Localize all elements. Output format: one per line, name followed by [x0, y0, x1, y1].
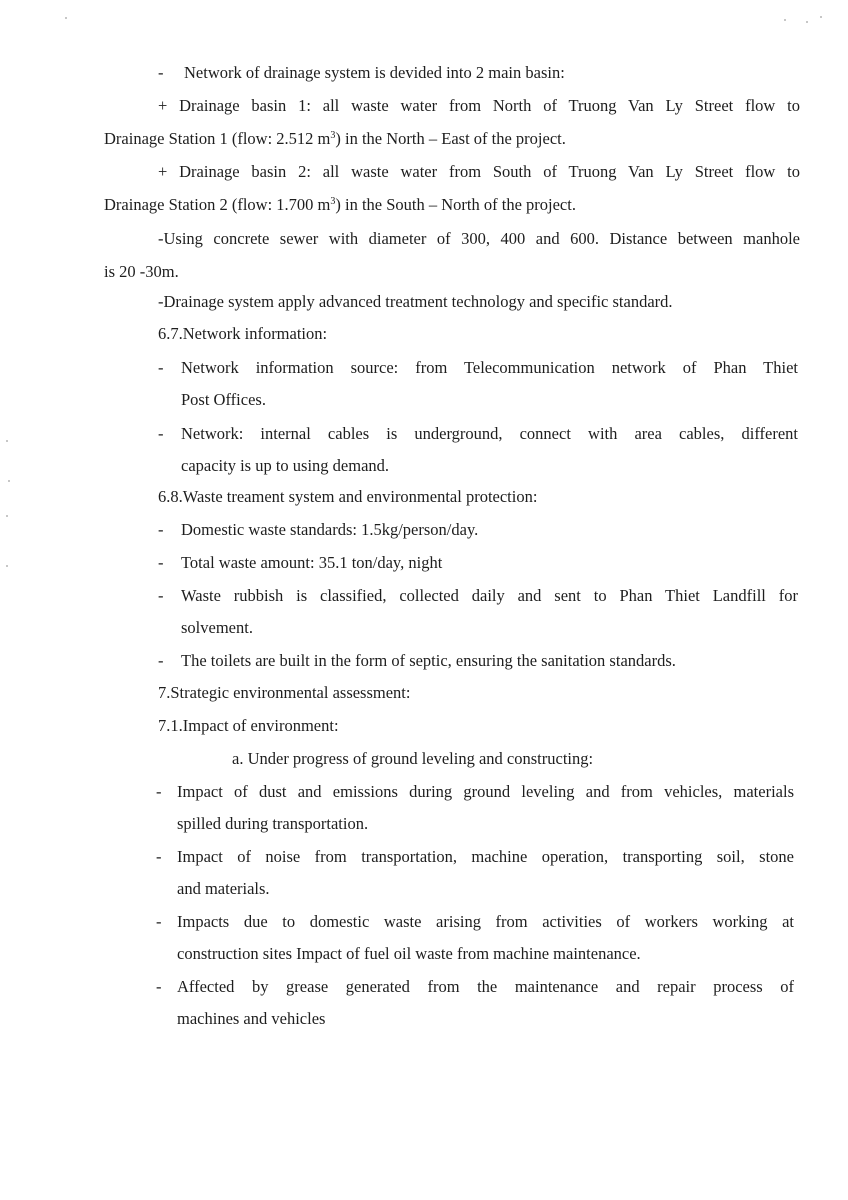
waste-item-2: Total waste amount: 35.1 ton/day, night [181, 553, 443, 572]
impact-item-3-line-2: construction sites Impact of fuel oil waste from machine maintenance. [177, 944, 641, 963]
list-bullet: - [158, 586, 164, 605]
list-bullet: - [156, 782, 162, 801]
network-item-2-line-2: capacity is up to using demand. [181, 456, 390, 475]
waste-item-3-line-2: solvement. [181, 618, 253, 637]
list-bullet: - [158, 553, 164, 572]
scan-speck [806, 21, 808, 23]
impact-item-2-line-2: and materials. [177, 879, 270, 898]
network-item-1-line-2: Post Offices. [181, 390, 266, 409]
sewer-line-2: is 20 -30m. [104, 262, 179, 281]
scan-speck [6, 515, 8, 517]
scan-speck [6, 565, 8, 567]
basin-2-line-2: Drainage Station 2 (flow: 1.700 $m^3$) in the South – North of the project. [104, 195, 576, 214]
impact-item-4-line-2: machines and vehicles [177, 1009, 326, 1028]
section-heading-assessment: 7.Strategic environmental assessment: [158, 683, 411, 702]
list-bullet: - [158, 424, 164, 443]
impact-item-3-line-1: Impacts due to domestic waste arising from activities of workers working at [177, 912, 794, 931]
list-bullet: - [158, 63, 164, 82]
section-heading-waste: 6.8.Waste treament system and environmental protection: [158, 487, 538, 506]
waste-item-4: The toilets are built in the form of septic, ensuring the sanitation standards. [181, 651, 676, 670]
scan-speck [784, 19, 786, 21]
list-bullet: - [156, 912, 162, 931]
subsection-heading-impact: 7.1.Impact of environment: [158, 716, 339, 735]
drainage-standard: -Drainage system apply advanced treatment technology and specific standard. [158, 292, 673, 311]
impact-item-2-line-1: Impact of noise from transportation, machine operation, transporting soil, stone [177, 847, 794, 866]
network-item-1-line-1: Network information source: from Telecommunication network of Phan Thiet [181, 358, 798, 377]
waste-item-3-line-1: Waste rubbish is classified, collected daily and sent to Phan Thiet Landfill for [181, 586, 798, 605]
impact-item-1-line-1: Impact of dust and emissions during ground leveling and from vehicles, materials [177, 782, 794, 801]
impact-item-4-line-1: Affected by grease generated from the maintenance and repair process of [177, 977, 794, 996]
scan-speck [6, 440, 8, 442]
section-heading-network: 6.7.Network information: [158, 324, 328, 343]
scan-speck [820, 16, 822, 18]
list-bullet: - [156, 977, 162, 996]
list-bullet: - [158, 520, 164, 539]
sewer-line-1: -Using concrete sewer with diameter of 300, 400 and 600. Distance between manhole [158, 229, 800, 248]
network-item-2-line-1: Network: internal cables is underground, connect with area cables, different [181, 424, 798, 443]
basin-2-line-1: + Drainage basin 2: all waste water from South of Truong Van Ly Street flow to [158, 162, 800, 181]
scan-speck [8, 480, 10, 482]
list-bullet: - [156, 847, 162, 866]
subsection-a: a. Under progress of ground leveling and constructing: [232, 749, 594, 768]
impact-item-1-line-2: spilled during transportation. [177, 814, 369, 833]
scan-speck [65, 17, 67, 19]
list-bullet: - [158, 651, 164, 670]
drainage-basins-intro: Network of drainage system is devided into 2 main basin: [184, 63, 565, 82]
list-bullet: - [158, 358, 164, 377]
basin-1-line-1: + Drainage basin 1: all waste water from North of Truong Van Ly Street flow to [158, 96, 800, 115]
waste-item-1: Domestic waste standards: 1.5kg/person/day. [181, 520, 479, 539]
basin-1-line-2: Drainage Station 1 (flow: 2.512 $m^3$) in the North – East of the project. [104, 129, 566, 148]
